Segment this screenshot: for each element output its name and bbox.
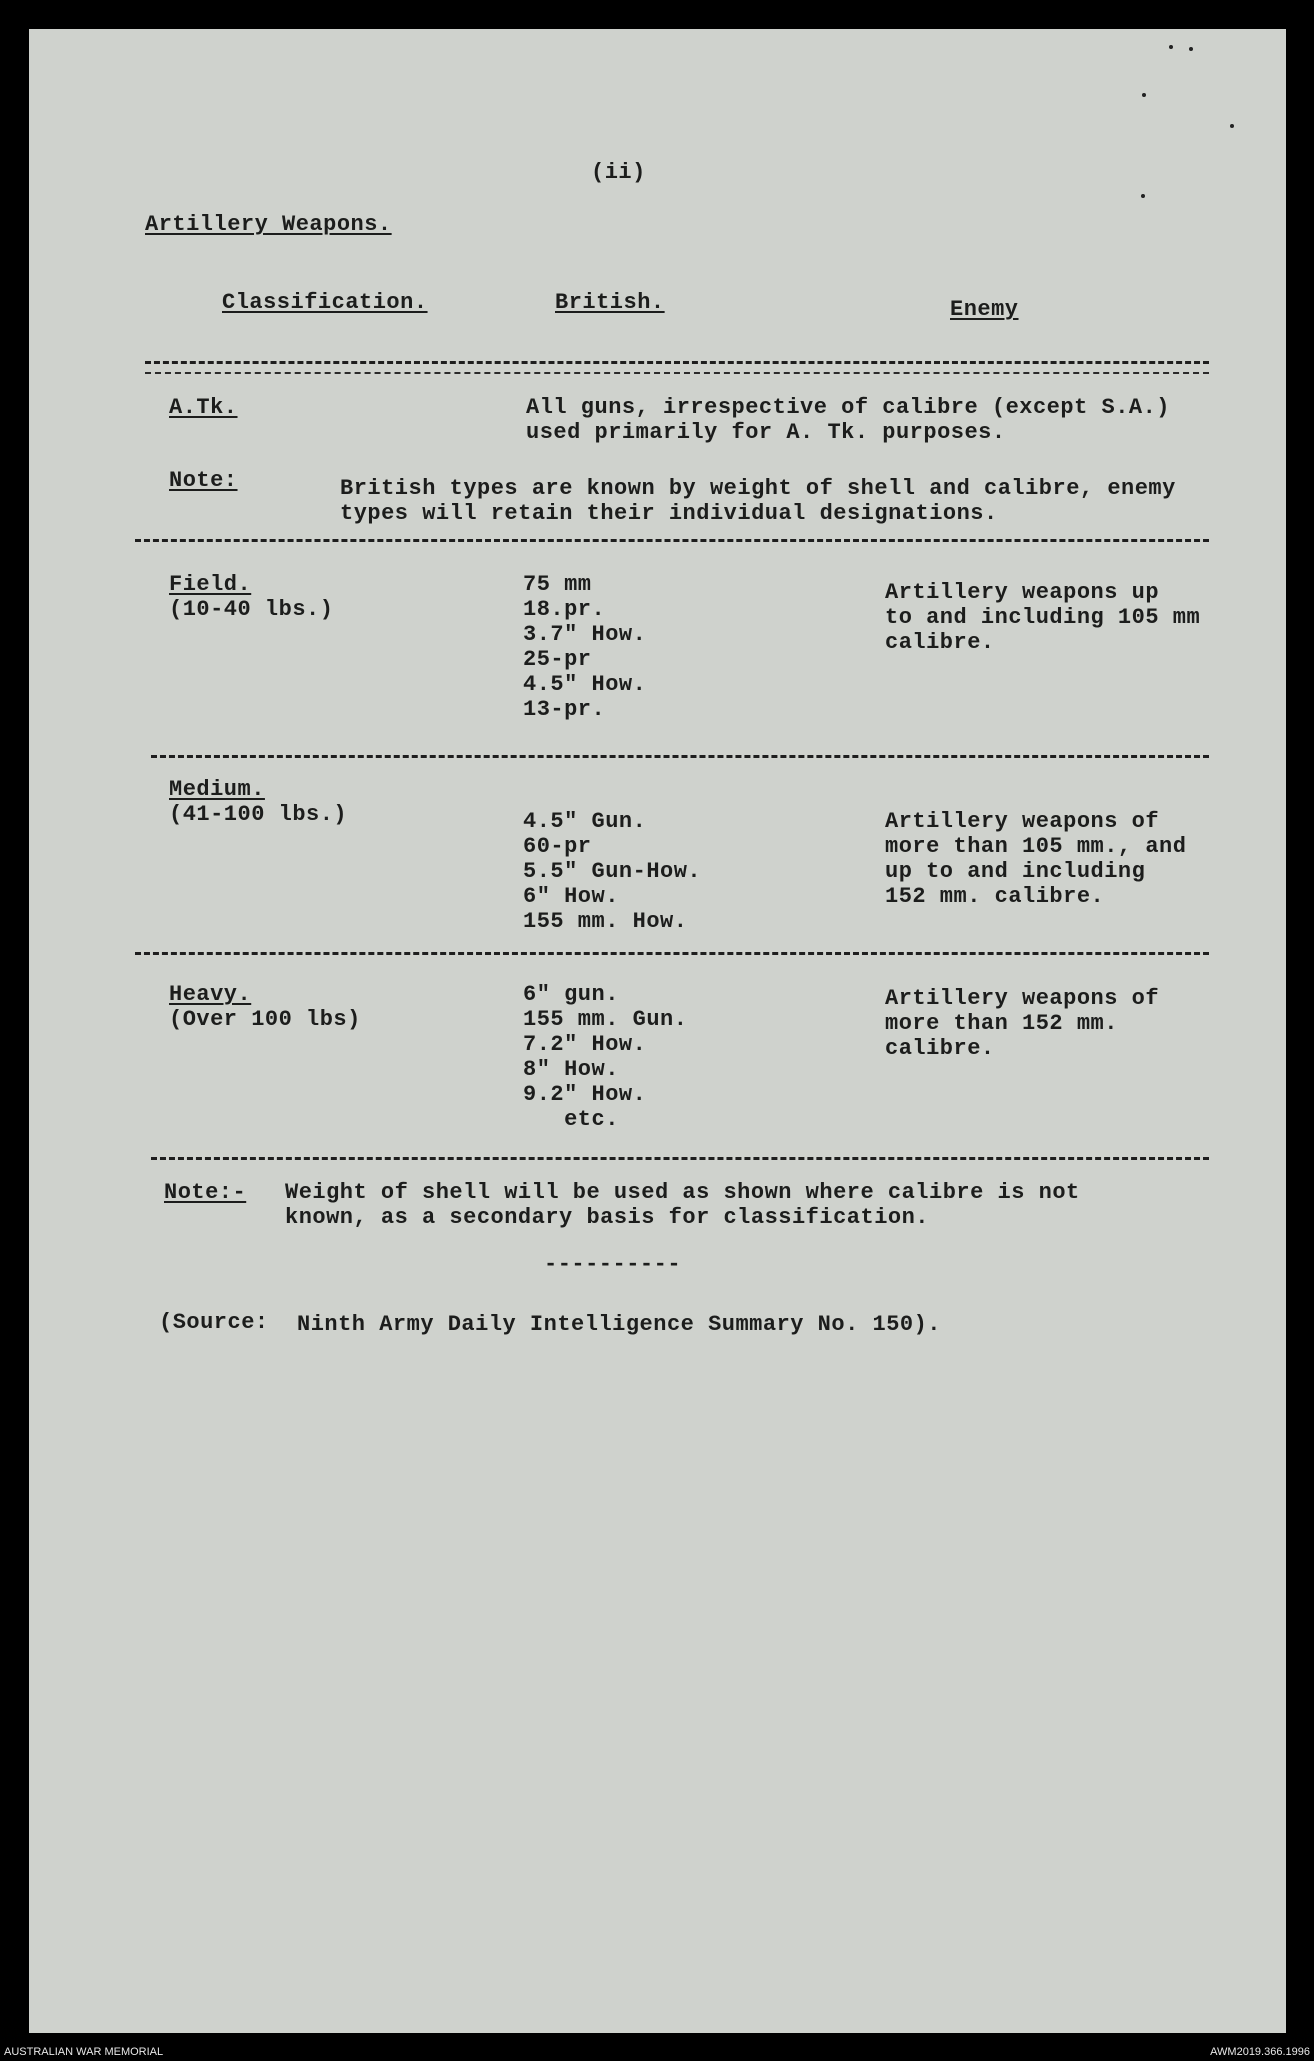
divider: [145, 361, 1209, 364]
british-item: 60-pr: [523, 834, 592, 859]
british-item: 9.2" How.: [523, 1082, 647, 1107]
enemy-text: more than 152 mm.: [885, 1011, 1118, 1036]
british-item: 8" How.: [523, 1057, 619, 1082]
divider: [151, 755, 1209, 758]
source-label: (Source:: [159, 1310, 269, 1335]
footer-institution: AUSTRALIAN WAR MEMORIAL: [4, 2046, 164, 2058]
header-british: British.: [555, 290, 665, 315]
british-item: 6" How.: [523, 884, 619, 909]
class-range: (41-100 lbs.): [169, 802, 348, 827]
divider: [151, 1157, 1209, 1160]
enemy-text: more than 105 mm., and: [885, 834, 1187, 859]
footer-accession: AWM2019.366.1996: [1210, 2046, 1310, 2058]
header-enemy: Enemy: [950, 297, 1019, 322]
punch-mark: [1142, 93, 1146, 97]
atk-label: A.Tk.: [169, 395, 238, 420]
enemy-text: Artillery weapons up: [885, 580, 1160, 605]
british-item: 4.5" How.: [523, 672, 647, 697]
british-item: 3.7" How.: [523, 622, 647, 647]
enemy-text: 152 mm. calibre.: [885, 884, 1105, 909]
british-item: 155 mm. How.: [523, 909, 688, 934]
enemy-text: to and including 105 mm: [885, 605, 1201, 630]
divider: [135, 539, 1209, 542]
text-line: All guns, irrespective of calibre (except S.A.): [526, 395, 1171, 420]
british-item: etc.: [523, 1107, 619, 1132]
class-label: Field.: [169, 572, 252, 597]
class-range: (Over 100 lbs): [169, 1007, 361, 1032]
text-line: used primarily for A. Tk. purposes.: [526, 420, 1006, 445]
british-item: 7.2" How.: [523, 1032, 647, 1057]
note-label: Note:-: [164, 1180, 247, 1205]
punch-mark: [1141, 194, 1145, 198]
enemy-text: Artillery weapons of: [885, 809, 1160, 834]
british-item: 13-pr.: [523, 697, 606, 722]
british-item: 4.5" Gun.: [523, 809, 647, 834]
enemy-text: Artillery weapons of: [885, 986, 1160, 1011]
document-page: [29, 29, 1286, 2033]
british-item: 155 mm. Gun.: [523, 1007, 688, 1032]
text-line: Weight of shell will be used as shown where calibre is not: [285, 1180, 1080, 1205]
british-item: 18.pr.: [523, 597, 606, 622]
punch-mark: [1189, 47, 1193, 51]
class-label: Medium.: [169, 777, 265, 802]
divider: [135, 952, 1209, 955]
british-item: 25-pr: [523, 647, 592, 672]
text-line: British types are known by weight of shell and calibre, enemy: [340, 476, 1176, 501]
page-title: Artillery Weapons.: [145, 212, 392, 237]
class-label: Heavy.: [169, 982, 252, 1007]
class-range: (10-40 lbs.): [169, 597, 334, 622]
enemy-text: calibre.: [885, 630, 995, 655]
source-text: Ninth Army Daily Intelligence Summary No. 150).: [297, 1312, 942, 1337]
punch-mark: [1230, 124, 1234, 128]
text-line: known, as a secondary basis for classification.: [285, 1205, 930, 1230]
note-label: Note:: [169, 468, 238, 493]
text-line: types will retain their individual designations.: [340, 501, 998, 526]
page-number: (ii): [591, 160, 646, 185]
separator: ----------: [544, 1252, 682, 1277]
british-item: 5.5" Gun-How.: [523, 859, 702, 884]
divider: [145, 372, 1209, 374]
enemy-text: up to and including: [885, 859, 1146, 884]
punch-mark: [1169, 45, 1173, 49]
british-item: 6" gun.: [523, 982, 619, 1007]
british-item: 75 mm: [523, 572, 592, 597]
header-classification: Classification.: [222, 290, 428, 315]
enemy-text: calibre.: [885, 1036, 995, 1061]
